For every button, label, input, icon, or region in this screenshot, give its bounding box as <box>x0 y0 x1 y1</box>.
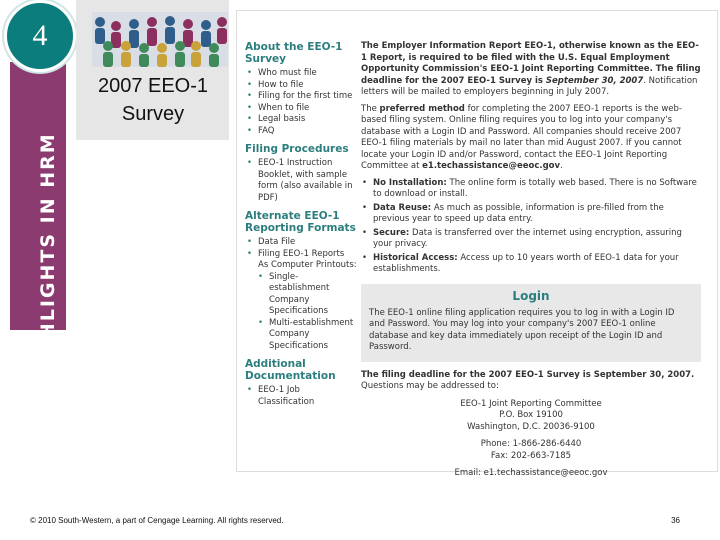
feature-label: No Installation: <box>373 177 447 188</box>
contact-name: EEO-1 Joint Reporting Committee <box>460 398 602 409</box>
instruction-booklet-link[interactable]: • EEO-1 Instruction Booklet, with sample form (also available in PDF) <box>245 158 357 204</box>
sidebar-nav <box>245 41 357 414</box>
intro-part: . Notification letters will be mailed to employers beginning in July 2007. <box>361 75 698 97</box>
feature-text: Access up to 10 years worth of EEO-1 data for your establishments. <box>373 252 679 274</box>
about-heading: About the EEO-1 Survey <box>245 41 343 65</box>
contact-po-box: P.O. Box 19100 <box>499 410 563 420</box>
about-list <box>245 68 357 137</box>
feature-label: Historical Access: <box>373 252 458 263</box>
intro-paragraph <box>361 41 701 99</box>
alt-formats-heading: Alternate EEO-1 Reporting Formats <box>245 210 356 234</box>
email-link[interactable]: e1.techassistance@eeoc.gov <box>422 161 561 171</box>
copyright-footer: © 2010 South-Western, a part of Cengage Learning. All rights reserved. <box>30 516 284 525</box>
side-banner <box>10 62 66 384</box>
about-link[interactable]: • How to file <box>245 80 357 92</box>
login-box <box>361 284 701 362</box>
about-link[interactable]: • FAQ <box>245 126 357 138</box>
alt-formats-list <box>245 237 357 352</box>
method-part: The <box>361 103 380 114</box>
slide-title-line2: Survey <box>121 103 185 125</box>
main-content <box>361 41 701 480</box>
feature-item <box>361 178 701 201</box>
deadline-text: The filing deadline for the 2007 EEO-1 Survey is September 30, 2007. <box>361 369 695 380</box>
feature-text: The online form is totally web based. There is no Software to download or install. <box>373 177 697 199</box>
method-part: for completing the 2007 EEO-1 reports is the web-based filing system. Online filing requires you to log into your company's database with a Login ID and Password. All companies should receive 2007 EEO-1 filing materials by mail no later than mid August 2007. If you cannot locate your Login ID and/or Password, contact the EEO-1 Joint Reporting Committee at <box>361 103 682 171</box>
about-link[interactable]: • Filing for the first time <box>245 91 357 103</box>
contact-email[interactable]: Email: e1.techassistance@eeoc.gov <box>454 468 608 478</box>
chapter-number: 4 <box>32 19 48 52</box>
login-link[interactable]: Login <box>512 288 550 303</box>
feature-item <box>361 203 701 226</box>
feature-label: Data Reuse: <box>373 202 432 213</box>
feature-item <box>361 228 701 251</box>
feature-text: Data is transferred over the internet using encryption, assuring your privacy. <box>373 227 682 249</box>
filing-list <box>245 158 357 204</box>
about-link[interactable]: • Who must file <box>245 68 357 80</box>
single-establishment-link[interactable]: • Single-establishment Company Specifications <box>245 272 357 318</box>
about-link[interactable]: • When to file <box>245 103 357 115</box>
page-number: 36 <box>671 516 680 525</box>
intro-part: The Employer Information Report EEO-1, otherwise known as the EEO-1 Report, is required to be filed with the U.S. Equal Employment Opportunity Commission's EEO-1 Joint Reporting Committee. The filing deadline for the 2007 EEO-1 Survey is <box>361 41 701 86</box>
slide-title-line1: 2007 EEO-1 <box>97 75 209 97</box>
contact-city: Washington, D.C. 20036-9100 <box>467 421 595 432</box>
chapter-badge <box>4 0 76 72</box>
method-part: . <box>560 161 563 171</box>
data-file-link[interactable]: • Data File <box>245 237 357 249</box>
intro-deadline: September 30, 2007 <box>545 75 644 86</box>
feature-text: As much as possible, information is pre-filled from the previous year to speed up data entry. <box>373 202 664 224</box>
feature-label: Secure: <box>373 227 410 238</box>
method-paragraph <box>361 104 701 173</box>
contact-fax: Fax: 202-663-7185 <box>490 450 572 461</box>
people-illustration <box>92 12 228 67</box>
side-banner-text: HIGHLIGHTS IN HRM <box>37 132 59 384</box>
login-text: The EEO-1 online filing application requires you to log in with a Login ID and Password. You may log into your company's 2007 EEO-1 online database and key data immediately upon receipt of the Login ID and Password. <box>369 307 675 352</box>
eeo1-web-page <box>236 10 718 478</box>
method-part: preferred method <box>379 103 465 114</box>
slide-title <box>84 72 222 128</box>
questions-text: Questions may be addressed to: <box>361 381 499 391</box>
contact-phone: Phone: 1-866-286-6440 <box>480 439 582 449</box>
feature-item <box>361 253 701 276</box>
contact-block <box>361 399 701 480</box>
job-classification-link[interactable]: • EEO-1 Job Classification <box>245 385 357 408</box>
multi-establishment-link[interactable]: • Multi-establishment Company Specifications <box>245 318 357 353</box>
printouts-item: • Filing EEO-1 Reports As Computer Printouts: <box>245 249 357 272</box>
additional-docs-list <box>245 385 357 408</box>
filing-heading: Filing Procedures <box>245 143 349 155</box>
additional-docs-heading: Additional Documentation <box>245 358 336 382</box>
feature-list <box>361 178 701 276</box>
about-link[interactable]: • Legal basis <box>245 114 357 126</box>
